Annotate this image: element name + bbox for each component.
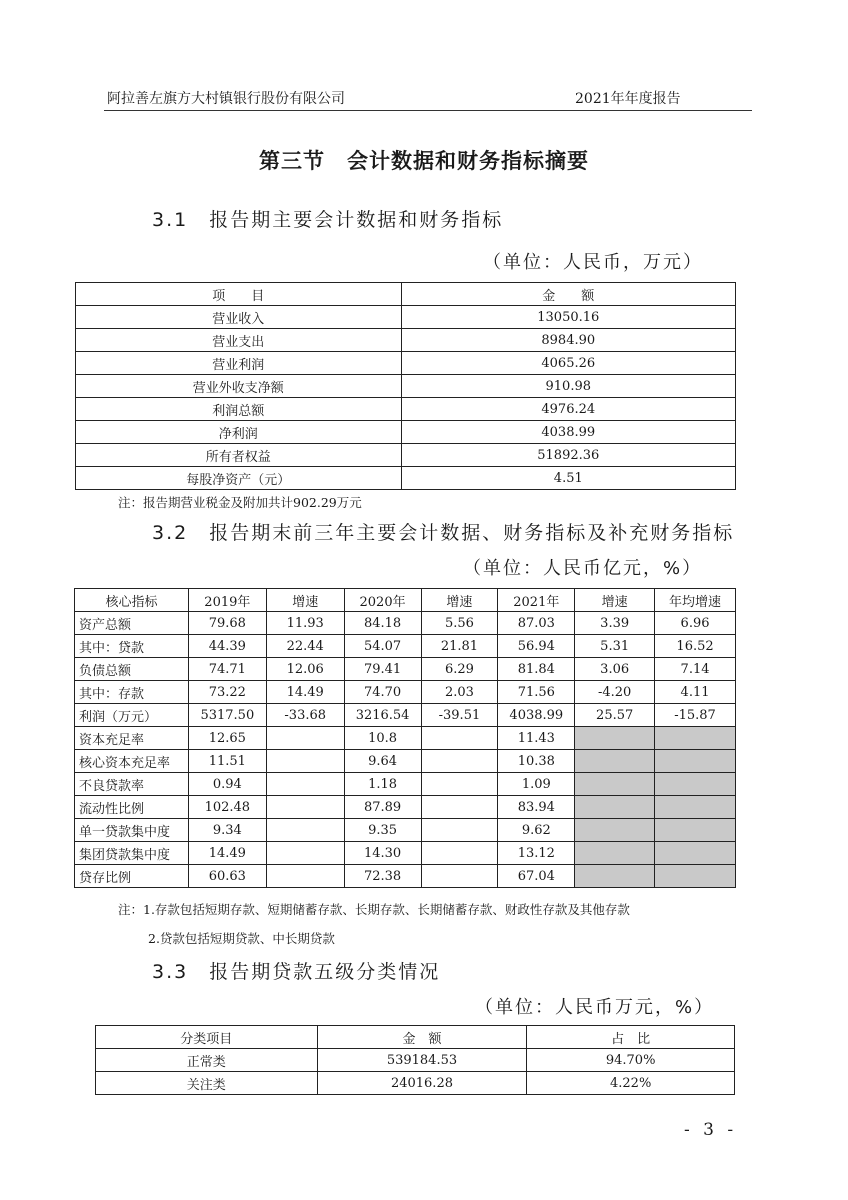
cell-value: 73.22	[188, 681, 266, 704]
cell-value	[575, 727, 655, 750]
cell-value: 83.94	[498, 796, 575, 819]
col-header: 金 额	[317, 1026, 527, 1049]
table-row	[75, 773, 736, 796]
heading-3-3: 3.3 报告期贷款五级分类情况	[152, 961, 441, 983]
row-amount-value: 8984.90	[401, 329, 735, 352]
table-row	[76, 398, 736, 421]
row-indicator-label: 资产总额	[75, 612, 189, 635]
row-item-label: 营业外收支净额	[76, 375, 402, 398]
cell-value: 9.64	[344, 750, 421, 773]
cell-value	[421, 819, 498, 842]
table-row	[75, 635, 736, 658]
cell-value: 2.03	[421, 681, 498, 704]
cell-value	[655, 773, 736, 796]
cell-value	[655, 750, 736, 773]
table-row	[75, 750, 736, 773]
cell-value: 3.06	[575, 658, 655, 681]
table-header-row	[96, 1026, 735, 1049]
table-key-accounting-data	[75, 282, 736, 490]
cell-value	[421, 842, 498, 865]
cell-value: 22.44	[266, 635, 344, 658]
cell-value: 10.8	[344, 727, 421, 750]
cell-value: 4.22%	[527, 1072, 735, 1095]
row-item-label: 净利润	[76, 421, 402, 444]
table-loan-classification	[95, 1025, 735, 1095]
table-three-year-indicators	[74, 588, 736, 888]
table-row	[75, 704, 736, 727]
row-indicator-label: 流动性比例	[75, 796, 189, 819]
cell-value: 9.35	[344, 819, 421, 842]
header-company: 阿拉善左旗方大村镇银行股份有限公司	[107, 91, 345, 107]
unit-3-3: （单位：人民币万元，%）	[475, 997, 715, 1018]
cell-value	[655, 865, 736, 888]
unit-3-2: （单位：人民币亿元，%）	[463, 558, 703, 579]
cell-value: 1.09	[498, 773, 575, 796]
cell-value	[421, 750, 498, 773]
col-header: 2021年	[498, 589, 575, 612]
page-number: - 3 -	[684, 1120, 738, 1140]
row-indicator-label: 单一贷款集中度	[75, 819, 189, 842]
cell-value	[266, 819, 344, 842]
table-row	[76, 329, 736, 352]
heading-3-1: 3.1 报告期主要会计数据和财务指标	[152, 209, 504, 231]
cell-value: 539184.53	[317, 1049, 527, 1072]
cell-value	[266, 727, 344, 750]
row-item-label: 所有者权益	[76, 444, 402, 467]
cell-value	[421, 773, 498, 796]
table-row	[75, 819, 736, 842]
cell-value: 7.14	[655, 658, 736, 681]
table-row	[75, 842, 736, 865]
cell-value: 54.07	[344, 635, 421, 658]
cell-value: 5.31	[575, 635, 655, 658]
row-amount-value: 910.98	[401, 375, 735, 398]
cell-value: 21.81	[421, 635, 498, 658]
cell-value: 67.04	[498, 865, 575, 888]
header-report-title: 2021年年度报告	[575, 91, 681, 107]
table-row	[75, 681, 736, 704]
table-row	[75, 865, 736, 888]
row-category-label: 关注类	[96, 1072, 318, 1095]
row-indicator-label: 利润（万元）	[75, 704, 189, 727]
section-title: 第三节 会计数据和财务指标摘要	[259, 149, 589, 173]
cell-value: 11.51	[188, 750, 266, 773]
row-indicator-label: 其中：存款	[75, 681, 189, 704]
col-item-header: 项 目	[76, 283, 402, 306]
cell-value: 79.41	[344, 658, 421, 681]
cell-value: 84.18	[344, 612, 421, 635]
col-header: 占 比	[527, 1026, 735, 1049]
row-indicator-label: 其中：贷款	[75, 635, 189, 658]
cell-value: 9.62	[498, 819, 575, 842]
row-item-label: 利润总额	[76, 398, 402, 421]
table-row	[75, 796, 736, 819]
note-3-1: 注：报告期营业税金及附加共计902.29万元	[118, 495, 362, 510]
cell-value	[575, 865, 655, 888]
cell-value: 14.30	[344, 842, 421, 865]
cell-value	[421, 865, 498, 888]
note-3-2-line1: 注：1.存款包括短期存款、短期储蓄存款、长期存款、长期储蓄存款、财政性存款及其他存款	[118, 902, 630, 917]
row-amount-value: 4976.24	[401, 398, 735, 421]
col-header: 增速	[266, 589, 344, 612]
cell-value: 74.70	[344, 681, 421, 704]
cell-value: 12.65	[188, 727, 266, 750]
cell-value: 79.68	[188, 612, 266, 635]
cell-value	[421, 727, 498, 750]
cell-value	[266, 865, 344, 888]
cell-value: 9.34	[188, 819, 266, 842]
row-amount-value: 4038.99	[401, 421, 735, 444]
cell-value: -4.20	[575, 681, 655, 704]
cell-value: 14.49	[188, 842, 266, 865]
cell-value	[266, 842, 344, 865]
cell-value: 11.43	[498, 727, 575, 750]
table-row	[76, 421, 736, 444]
cell-value: -15.87	[655, 704, 736, 727]
table-row	[76, 467, 736, 490]
table-row	[75, 727, 736, 750]
cell-value: 87.03	[498, 612, 575, 635]
row-indicator-label: 资本充足率	[75, 727, 189, 750]
cell-value	[575, 796, 655, 819]
col-header: 2019年	[188, 589, 266, 612]
unit-3-1: （单位：人民币，万元）	[483, 252, 703, 273]
cell-value: 71.56	[498, 681, 575, 704]
cell-value: 74.71	[188, 658, 266, 681]
row-item-label: 营业收入	[76, 306, 402, 329]
col-amount-header: 金 额	[401, 283, 735, 306]
cell-value: 44.39	[188, 635, 266, 658]
cell-value: 81.84	[498, 658, 575, 681]
cell-value	[575, 842, 655, 865]
row-amount-value: 51892.36	[401, 444, 735, 467]
cell-value	[266, 773, 344, 796]
cell-value: 5.56	[421, 612, 498, 635]
cell-value: 6.29	[421, 658, 498, 681]
cell-value: 25.57	[575, 704, 655, 727]
cell-value: 4038.99	[498, 704, 575, 727]
row-amount-value: 13050.16	[401, 306, 735, 329]
table-row	[75, 658, 736, 681]
cell-value	[655, 727, 736, 750]
table-header-row	[75, 589, 736, 612]
row-item-label: 营业利润	[76, 352, 402, 375]
note-3-2-line2: 2.贷款包括短期贷款、中长期贷款	[148, 931, 335, 946]
table-row	[76, 375, 736, 398]
cell-value: 6.96	[655, 612, 736, 635]
cell-value	[655, 842, 736, 865]
row-indicator-label: 负债总额	[75, 658, 189, 681]
col-header: 分类项目	[96, 1026, 318, 1049]
cell-value: -39.51	[421, 704, 498, 727]
table-row	[96, 1072, 735, 1095]
cell-value	[575, 819, 655, 842]
col-header: 2020年	[344, 589, 421, 612]
cell-value	[575, 773, 655, 796]
cell-value: 3.39	[575, 612, 655, 635]
cell-value: 56.94	[498, 635, 575, 658]
cell-value	[655, 796, 736, 819]
row-category-label: 正常类	[96, 1049, 318, 1072]
row-indicator-label: 贷存比例	[75, 865, 189, 888]
row-item-label: 每股净资产（元）	[76, 467, 402, 490]
row-indicator-label: 不良贷款率	[75, 773, 189, 796]
row-amount-value: 4065.26	[401, 352, 735, 375]
table-row	[76, 352, 736, 375]
col-header: 增速	[421, 589, 498, 612]
cell-value: 3216.54	[344, 704, 421, 727]
cell-value: 16.52	[655, 635, 736, 658]
cell-value: 5317.50	[188, 704, 266, 727]
table-row	[76, 444, 736, 467]
table-row	[75, 612, 736, 635]
col-header: 年均增速	[655, 589, 736, 612]
cell-value: 14.49	[266, 681, 344, 704]
heading-3-2: 3.2 报告期末前三年主要会计数据、财务指标及补充财务指标	[152, 522, 735, 544]
col-header: 核心指标	[75, 589, 189, 612]
cell-value: 24016.28	[317, 1072, 527, 1095]
cell-value	[266, 750, 344, 773]
cell-value: 10.38	[498, 750, 575, 773]
cell-value: 87.89	[344, 796, 421, 819]
table-row	[96, 1049, 735, 1072]
cell-value: 4.11	[655, 681, 736, 704]
cell-value: 13.12	[498, 842, 575, 865]
cell-value	[266, 796, 344, 819]
col-header: 增速	[575, 589, 655, 612]
cell-value: 102.48	[188, 796, 266, 819]
row-indicator-label: 集团贷款集中度	[75, 842, 189, 865]
cell-value: 60.63	[188, 865, 266, 888]
cell-value: 0.94	[188, 773, 266, 796]
table-header-row	[76, 283, 736, 306]
cell-value: 12.06	[266, 658, 344, 681]
cell-value: -33.68	[266, 704, 344, 727]
row-amount-value: 4.51	[401, 467, 735, 490]
table-row	[76, 306, 736, 329]
cell-value: 1.18	[344, 773, 421, 796]
header-divider	[104, 110, 752, 111]
cell-value	[421, 796, 498, 819]
cell-value: 94.70%	[527, 1049, 735, 1072]
cell-value: 11.93	[266, 612, 344, 635]
row-indicator-label: 核心资本充足率	[75, 750, 189, 773]
row-item-label: 营业支出	[76, 329, 402, 352]
cell-value: 72.38	[344, 865, 421, 888]
cell-value	[655, 819, 736, 842]
cell-value	[575, 750, 655, 773]
